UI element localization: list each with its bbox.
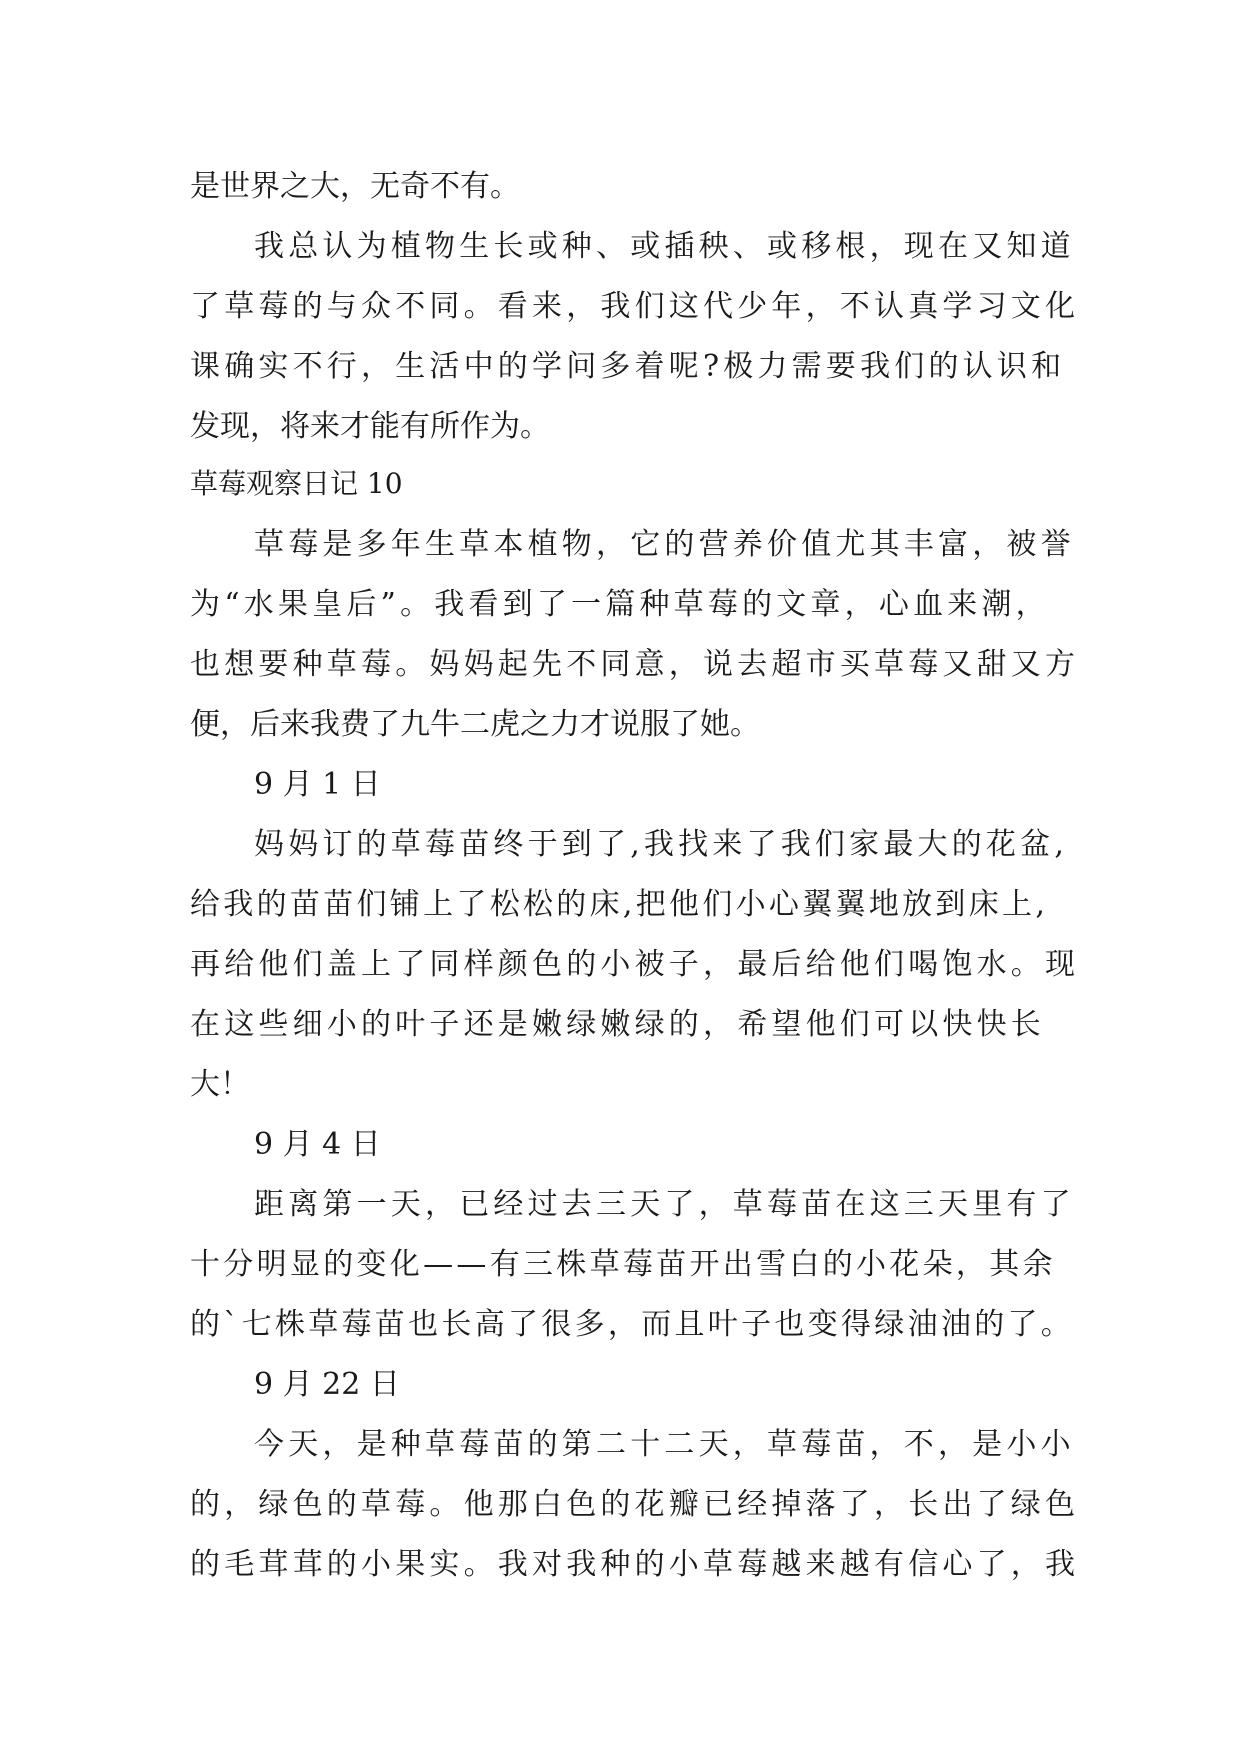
paragraph-line: 发现，将来才能有所作为。: [190, 409, 550, 444]
paragraph-line: 草莓是多年生草本植物，它的营养价值尤其丰富，被誉: [254, 527, 1075, 562]
section-title: 草莓观察日记 10: [190, 467, 403, 500]
paragraph-line: 妈妈订的草莓苗终于到了,我找来了我们家最大的花盆,: [254, 827, 1069, 862]
paragraph-line: 是世界之大，无奇不有。: [190, 169, 520, 204]
entry-date: 9 月 1 日: [254, 767, 381, 802]
paragraph-line: 今天，是种草莓苗的第二十二天，草莓苗，不，是小小: [254, 1427, 1075, 1462]
paragraph-line: 便，后来我费了九牛二虎之力才说服了她。: [190, 707, 760, 742]
paragraph-line: 课确实不行，生活中的学问多着呢?极力需要我们的认识和: [190, 349, 1066, 384]
paragraph-line: 十分明显的变化——有三株草莓苗开出雪白的小花朵，其余: [190, 1247, 1056, 1282]
paragraph-line: 的，绿色的草莓。他那白色的花瓣已经掉落了，长出了绿色: [190, 1487, 1080, 1522]
paragraph-line: 再给他们盖上了同样颜色的小被子，最后给他们喝饱水。现: [190, 947, 1080, 982]
paragraph-line: 为“水果皇后”。我看到了一篇种草莓的文章，心血来潮，: [190, 587, 1050, 622]
paragraph-line: 的`七株草莓苗也长高了很多，而且叶子也变得绿油油的了。: [190, 1307, 1075, 1342]
paragraph-line: 距离第一天，已经过去三天了，草莓苗在这三天里有了: [254, 1187, 1075, 1222]
paragraph-line: 在这些细小的叶子还是嫩绿嫩绿的，希望他们可以快快长: [190, 1007, 1045, 1042]
paragraph-line: 我总认为植物生长或种、或插秧、或移根，现在又知道: [254, 229, 1075, 264]
paragraph-line: 了草莓的与众不同。看来，我们这代少年，不认真学习文化: [190, 289, 1080, 324]
entry-date: 9 月 4 日: [254, 1127, 381, 1162]
paragraph-line: 大！: [190, 1067, 250, 1102]
paragraph-line: 给我的苗苗们铺上了松松的床,把他们小心翼翼地放到床上,: [190, 887, 1049, 922]
entry-date: 9 月 22 日: [254, 1367, 400, 1402]
paragraph-line: 也想要种草莓。妈妈起先不同意，说去超市买草莓又甜又方: [190, 647, 1080, 682]
paragraph-line: 的毛茸茸的小果实。我对我种的小草莓越来越有信心了，我: [190, 1547, 1080, 1582]
